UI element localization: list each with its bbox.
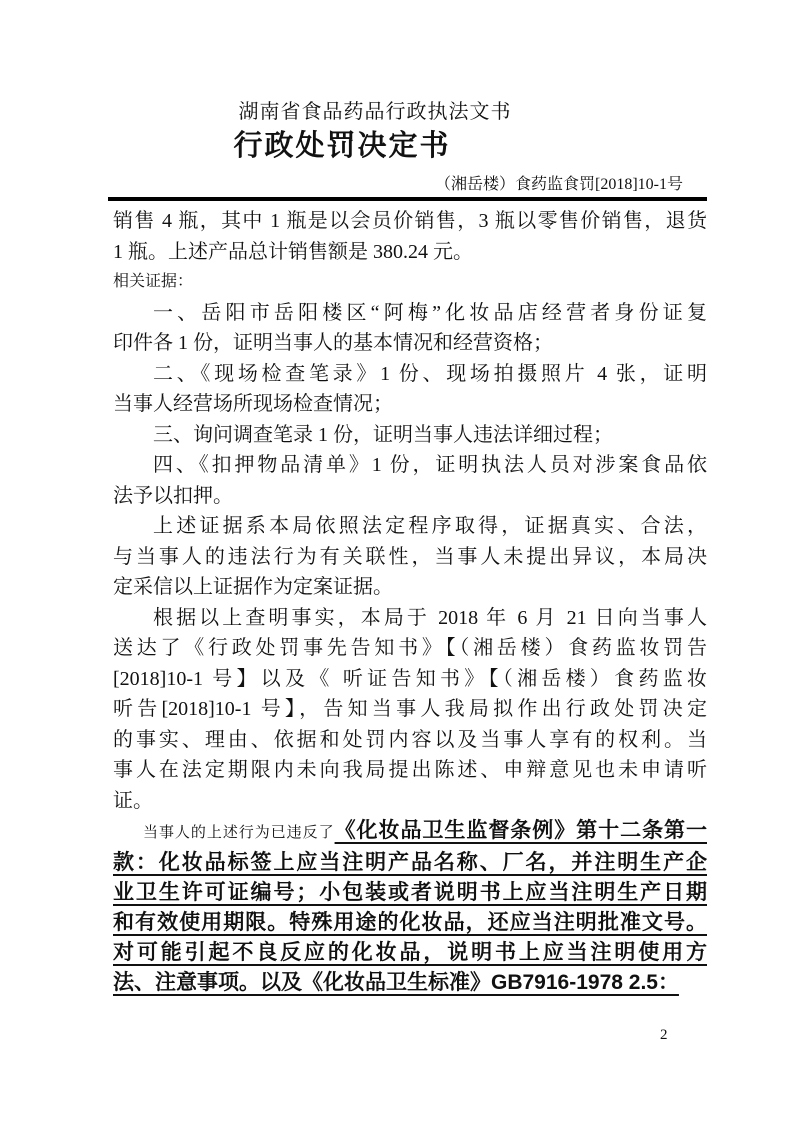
text-line: 与当事人的违法行为有关联性，当事人未提出异议，本局决 <box>113 545 707 568</box>
text-line: 事人在法定期限内未向我局提出陈述、申辩意见也未申请听 <box>113 759 707 781</box>
text-line: 证。 <box>113 789 153 812</box>
document-number: （湘岳楼）食药监食罚[2018]10-1号 <box>435 176 683 193</box>
body-text-block <box>113 206 707 816</box>
text-line: 业卫生许可证编号；小包装或者说明书上应当注明生产日期 <box>113 881 707 904</box>
violation-regulation-intro: 《化妆品卫生监督条例》第十二条第一 <box>334 819 707 842</box>
text-line: 送达了《行政处罚事先告知书》【（湘岳楼）食药监妆罚告 <box>113 637 707 659</box>
text-line: 当事人经营场所现场检查情况； <box>113 393 393 415</box>
document-title: 行政处罚决定书 <box>233 130 451 162</box>
text-line: 上述证据系本局依照法定程序取得，证据真实、合法， <box>153 515 707 537</box>
text-line: 和有效使用期限。特殊用途的化妆品，还应当注明批准文号。 <box>113 911 707 934</box>
text-line: 法予以扣押。 <box>113 484 233 507</box>
text-line: 相关证据： <box>113 273 194 290</box>
text-line: 根据以上查明事实，本局于 2018 年 6 月 21 日向当事人 <box>153 606 707 629</box>
text-line: 四、《扣押物品清单》1 份，证明执法人员对涉案食品依 <box>153 454 707 476</box>
text-line: 听告[2018]10-1 号】，告知当事人我局拟作出行政处罚决定 <box>113 698 707 720</box>
page-number: 2 <box>660 1027 668 1043</box>
document-category: 湖南省食品药品行政执法文书 <box>238 101 512 123</box>
text-line: 销售 4 瓶，其中 1 瓶是以会员价销售，3 瓶以零售价销售，退货 <box>113 210 707 232</box>
text-line: 的事实、理由、依据和处罚内容以及当事人享有的权利。当 <box>113 728 707 751</box>
text-line: [2018]10-1 号】以及《 听证告知书》【（湘岳楼）食药监妆 <box>113 667 707 690</box>
violation-statement-line <box>113 816 707 848</box>
text-line: 法、注意事项。以及《化妆品卫生标准》GB7916-1978 2.5： <box>113 971 679 994</box>
violation-prefix: 当事人的上述行为已违反了 <box>143 825 335 841</box>
text-line: 印件各 1 份，证明当事人的基本情况和经营资格； <box>113 332 553 354</box>
text-line: 款：化妆品标签上应当注明产品名称、厂名，并注明生产企 <box>113 851 707 874</box>
text-line: 对可能引起不良反应的化妆品，说明书上应当注明使用方 <box>113 941 707 964</box>
text-line: 定采信以上证据作为定案证据。 <box>113 576 393 598</box>
text-line: 二、《现场检查笔录》1 份、现场拍摄照片 4 张，证明 <box>153 362 707 385</box>
header-divider <box>108 197 707 201</box>
text-line: 三、询问调查笔录 1 份，证明当事人违法详细过程； <box>153 423 613 446</box>
violation-text-block <box>113 848 707 998</box>
document-body <box>113 206 707 998</box>
text-line: 1 瓶。上述产品总计销售额是 380.24 元。 <box>113 240 473 263</box>
text-line: 一、岳阳市岳阳楼区“阿梅”化妆品店经营者身份证复 <box>153 301 707 324</box>
